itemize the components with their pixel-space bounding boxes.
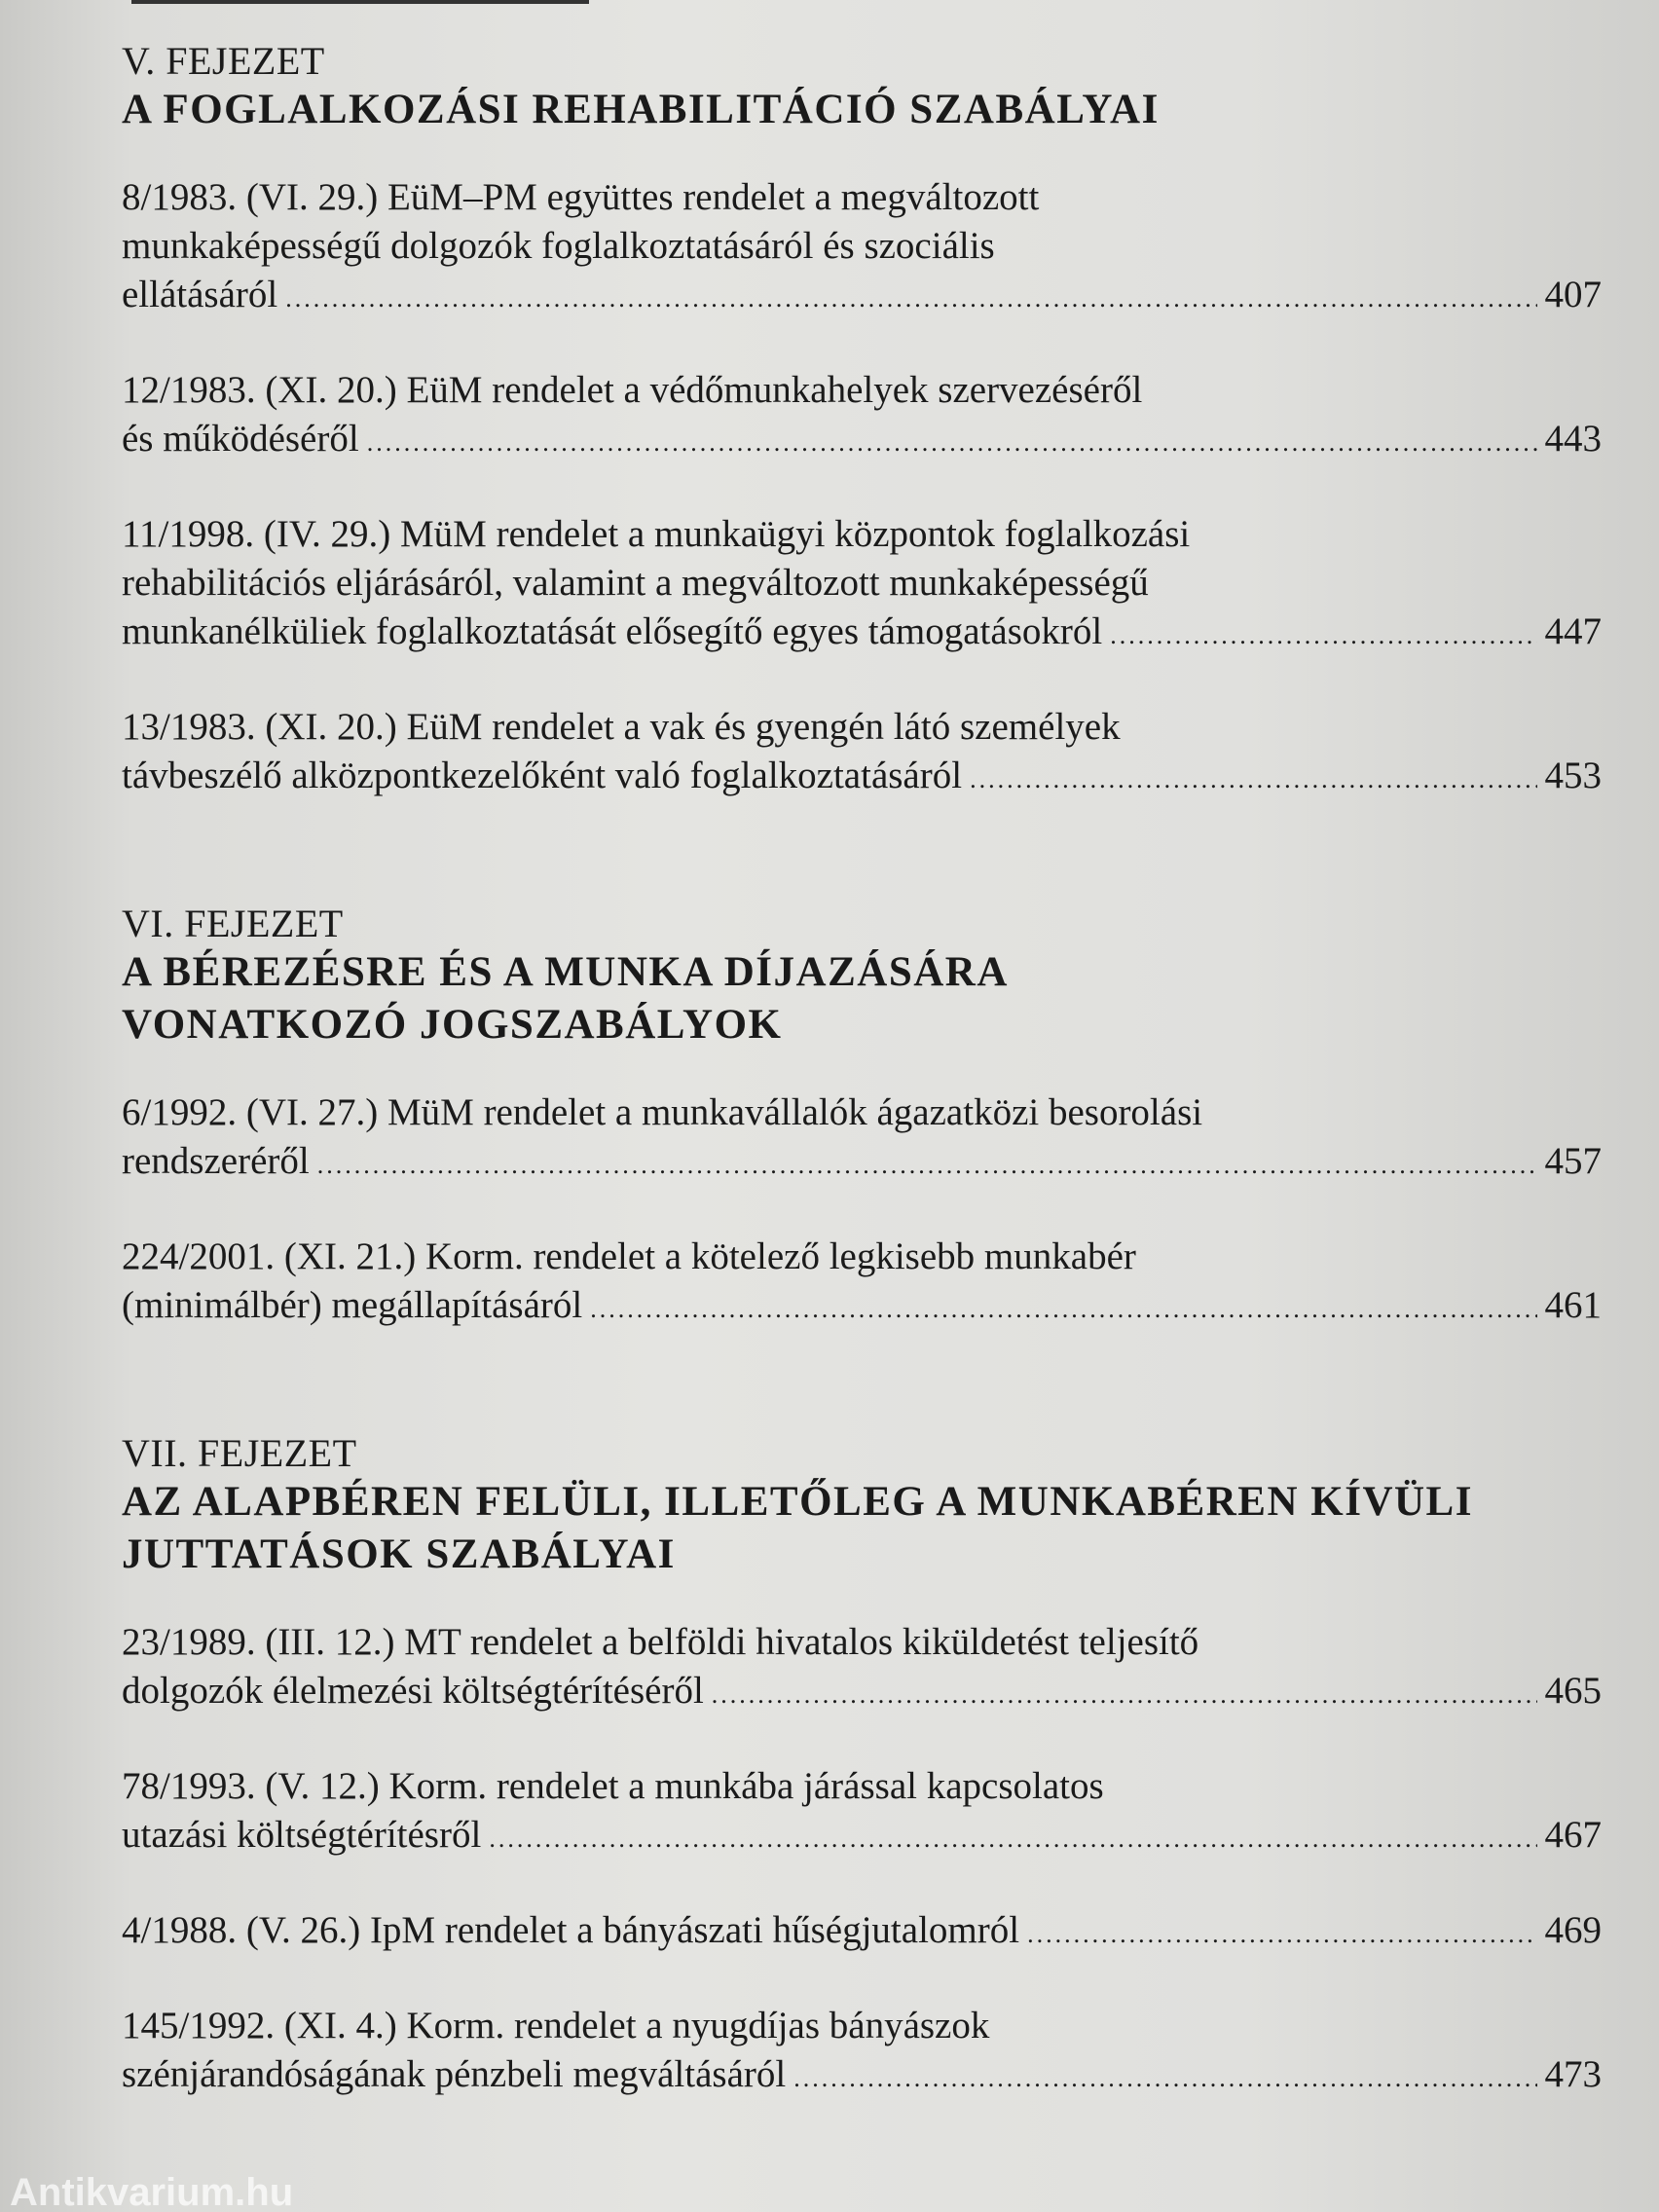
entry-last-line (122, 2050, 1602, 2103)
entry-last-line (122, 415, 1602, 467)
page-number: 457 (1544, 1140, 1602, 1182)
entry-line: 13/1983. (XI. 20.) EüM rendelet a vak és gyengén látó személyek (122, 706, 1121, 748)
entry-line: 23/1989. (III. 12.) MT rendelet a belföldi hivatalos kiküldetést teljesítő (122, 1621, 1199, 1663)
chapter-gap (122, 1377, 1611, 1431)
chapter-gap (122, 847, 1611, 902)
page-number: 453 (1544, 755, 1602, 796)
entry-line: 6/1992. (VI. 27.) MüM rendelet a munkavállalók ágazatközi besorolási (122, 1091, 1203, 1133)
dot-leader (1110, 611, 1536, 660)
toc-entry (122, 1618, 1602, 1719)
dot-leader (285, 275, 1536, 323)
entry-line: munkaképességű dolgozók foglalkoztatásáról és szociális (122, 225, 995, 267)
page-number: 467 (1544, 1814, 1602, 1856)
chapter-title-line: AZ ALAPBÉREN FELÜLI, ILLETŐLEG A MUNKABÉREN KÍVÜLI (122, 1479, 1473, 1525)
top-rule (131, 0, 589, 4)
entry-text: és működéséről (122, 418, 359, 460)
entry-text: dolgozók élelmezési költségtérítéséről (122, 1670, 704, 1712)
chapter-label: VI. FEJEZET (122, 902, 344, 945)
entry-line: 8/1983. (VI. 29.) EüM–PM együttes rendelet a megváltozott (122, 176, 1040, 218)
entry-last-line (122, 1667, 1602, 1719)
entry-text: munkanélküliek foglalkoztatását elősegítő egyes támogatásokról (122, 610, 1103, 652)
entry-line: 78/1993. (V. 12.) Korm. rendelet a munkába járással kapcsolatos (122, 1765, 1104, 1807)
toc-entry (122, 1906, 1602, 1959)
dot-leader (793, 2054, 1536, 2103)
entry-last-line (122, 1281, 1602, 1334)
entry-text: (minimálbér) megállapításáról (122, 1284, 583, 1326)
entry-line: 224/2001. (XI. 21.) Korm. rendelet a kötelező legkisebb munkabér (122, 1235, 1136, 1277)
watermark: Antikvarium.hu (10, 2173, 294, 2212)
entry-text: rendszeréről (122, 1140, 310, 1182)
toc-entry (122, 173, 1602, 323)
dot-leader (489, 1815, 1536, 1863)
page-number: 469 (1544, 1909, 1602, 1951)
entry-text: távbeszélő alközpontkezelőként való foglalkoztatásáról (122, 755, 963, 796)
toc-entry (122, 2002, 1602, 2103)
entry-text: utazási költségtérítésről (122, 1814, 482, 1856)
chapter-title (122, 1476, 1611, 1581)
toc-entry (122, 1088, 1602, 1190)
toc-entry (122, 703, 1602, 804)
entry-line: 12/1983. (XI. 20.) EüM rendelet a védőmunkahelyek szervezéséről (122, 369, 1143, 411)
toc-entry (122, 366, 1602, 467)
page-number: 461 (1544, 1284, 1602, 1326)
page-number: 443 (1544, 418, 1602, 460)
chapter-label: VII. FEJEZET (122, 1431, 357, 1475)
chapter-title (122, 84, 1611, 136)
entry-line: 11/1998. (IV. 29.) MüM rendelet a munkaügyi központok foglalkozási (122, 513, 1191, 555)
chapter-7 (122, 1431, 1611, 2103)
chapter-title-line: A BÉREZÉSRE ÉS A MUNKA DÍJAZÁSÁRA (122, 949, 1009, 995)
dot-leader (367, 419, 1537, 467)
entry-text: 4/1988. (V. 26.) IpM rendelet a bányászati hűségjutalomról (122, 1909, 1020, 1951)
chapter-title-line: A FOGLALKOZÁSI REHABILITÁCIÓ SZABÁLYAI (122, 87, 1160, 132)
page-number: 407 (1544, 274, 1602, 315)
entry-last-line (122, 1906, 1602, 1959)
dot-leader (712, 1671, 1537, 1719)
dot-leader (970, 756, 1536, 804)
chapter-title-line: VONATKOZÓ JOGSZABÁLYOK (122, 1002, 783, 1048)
page-number: 473 (1544, 2053, 1602, 2095)
chapter-label: V. FEJEZET (122, 39, 325, 83)
page-number: 465 (1544, 1670, 1602, 1712)
toc-entry (122, 1762, 1602, 1863)
chapter-title (122, 946, 1611, 1051)
toc-entry (122, 1233, 1602, 1334)
chapter-6 (122, 902, 1611, 1334)
entry-text: szénjárandóságának pénzbeli megváltásáról (122, 2053, 787, 2095)
dot-leader (317, 1141, 1537, 1190)
dot-leader (1027, 1910, 1536, 1959)
entry-last-line (122, 1811, 1602, 1863)
dot-leader (590, 1285, 1536, 1334)
chapter-title-line: JUTTATÁSOK SZABÁLYAI (122, 1531, 676, 1577)
entry-line: rehabilitációs eljárásáról, valamint a megváltozott munkaképességű (122, 562, 1149, 604)
entry-last-line (122, 608, 1602, 660)
entry-last-line (122, 752, 1602, 804)
chapter-5 (122, 39, 1611, 804)
entry-line: 145/1992. (XI. 4.) Korm. rendelet a nyugdíjas bányászok (122, 2005, 990, 2046)
entry-last-line (122, 271, 1602, 323)
toc-entry (122, 510, 1602, 660)
page-number: 447 (1544, 610, 1602, 652)
entry-text: ellátásáról (122, 274, 278, 315)
table-of-contents (122, 39, 1611, 2146)
entry-last-line (122, 1137, 1602, 1190)
